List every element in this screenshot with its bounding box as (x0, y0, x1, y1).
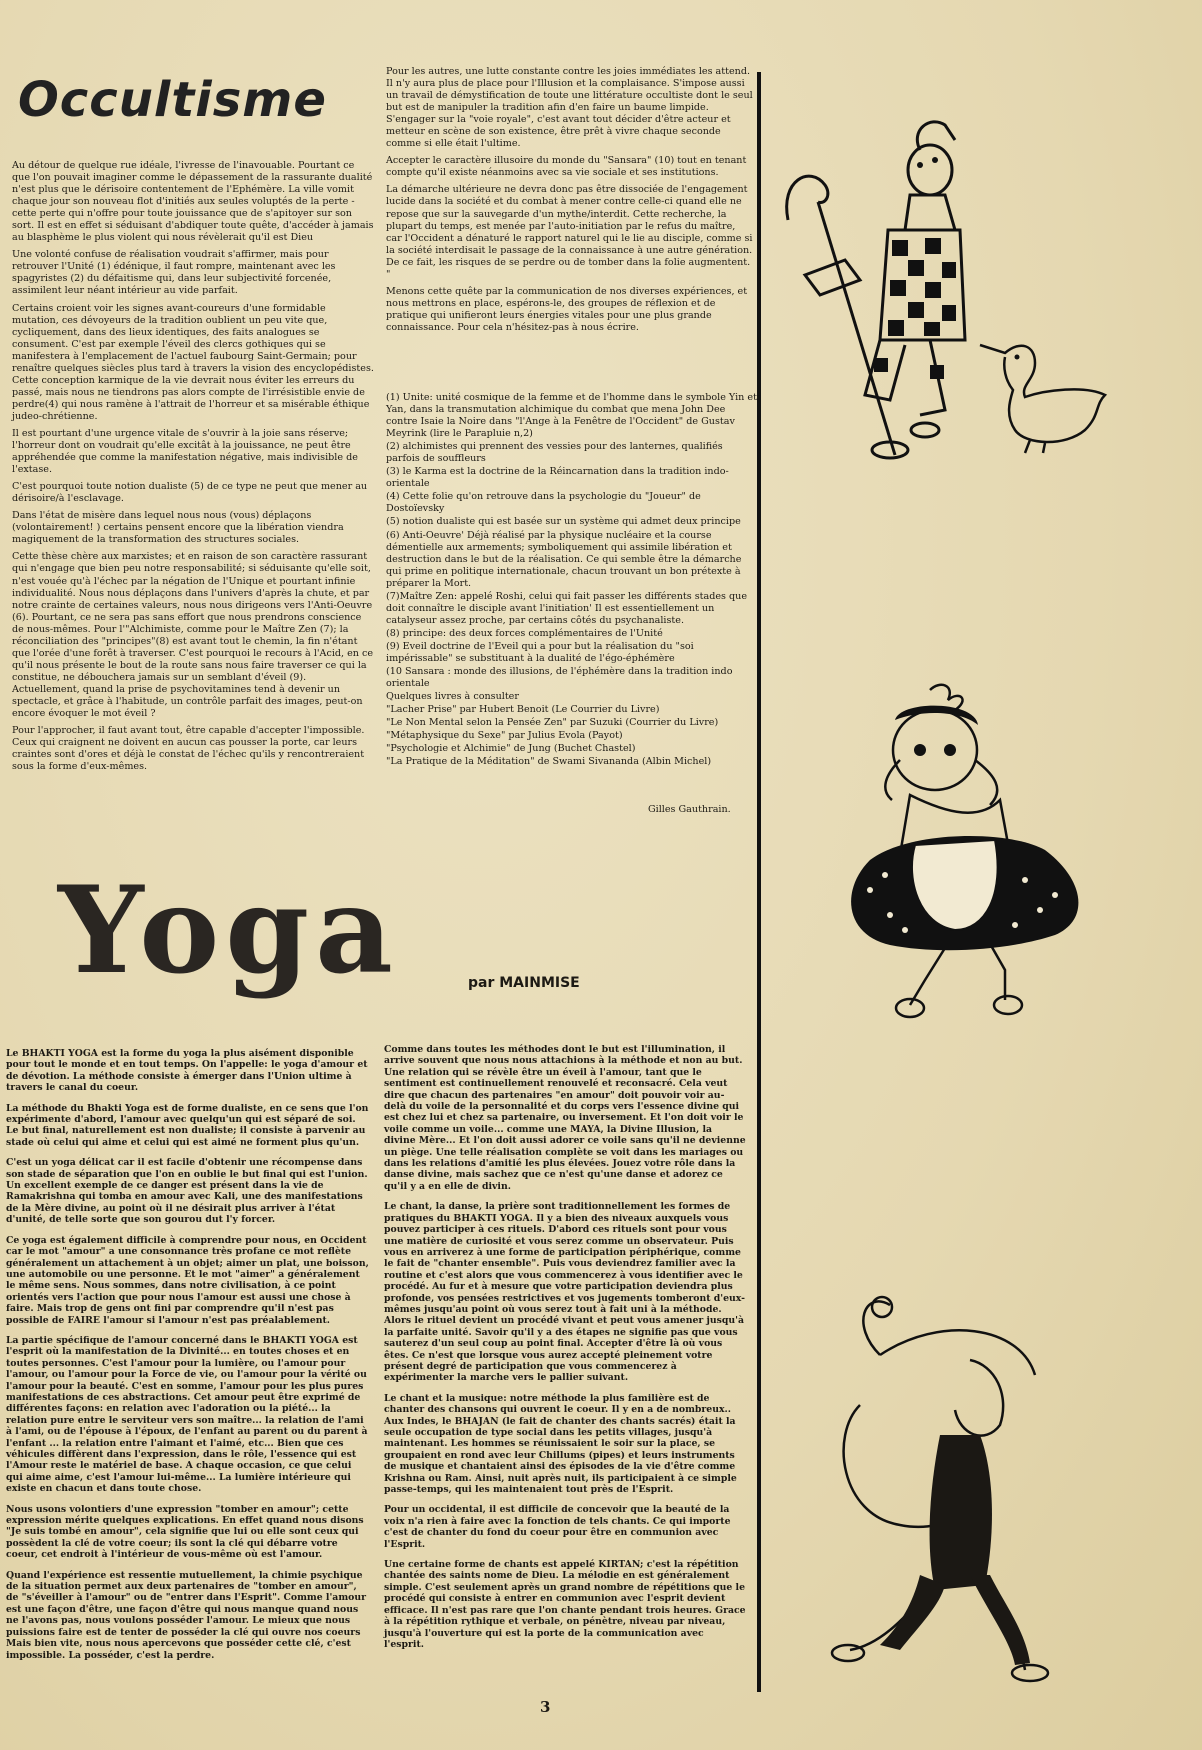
paragraph: Le chant, la danse, la prière sont traditionnellement les formes de pratiques du BHAKTI YOGA. Il y a bien des niveaux auxquels vous pouvez participer à ces rituels. D'abord ces rituels sont pour vous une matière de curiosité et vous serez comme un observateur. Puis vous en arriverez à une forme de participation périphérique, comme le fait de "chanter ensemble". Puis vous deviendrez familier avec la routine et c'est alors que vous commencerez à vous identifier avec le procédé. Au fur et à mesure que votre participation deviendra plus profonde, vos pensées restrictives et vos jugements tomberont d'eux-mêmes jusqu'au point où vous serez tout à fait uni à la méthode. Alors le rituel devient un procédé vivant et peut vous amener jusqu'à la parfaite unité. Savoir qu'il y a des étapes ne signifie pas que vous sauterez d'un seul coup au point final. Accepter d'être là où vous êtes. Ce n'est que lorsque vous aurez accepté pleinement votre présent degré de participation que vous commencerez à expérimenter la marche vers le pallier suivant. (384, 1201, 746, 1384)
reading-list-item: "Psychologie et Alchimie" de Jung (Buchet Chastel) (386, 743, 636, 755)
paragraph: Dans l'état de misère dans lequel nous nous (vous) déplaçons (volontairement! ) certains pensent encore que la libération viendra magiquement de la transformation des structures sociales. (12, 510, 344, 546)
paragraph: Il est pourtant d'une urgence vitale de s'ouvrir à la joie sans réserve; l'horreur dont on voudrait qu'elle excitât à la jouissance, ne peut être appréhendée que comme la manifestation négative, mais indivisible de l'extase. (12, 427, 358, 476)
paragraph: Une certaine forme de chants est appelé KIRTAN; c'est la répétition chantée des saints nome de Dieu. La mélodie en est généralement simple. C'est seulement après un grand nombre de répétitions que le procédé qui consiste à entrer en communion avec l'esprit devient efficace. Il n'est pas rare que l'on chante pendant trois heures. Grace à la répétition rythique et verbale, on pénètre, niveau par niveau, jusqu'à l'ouverture qui est la porte de la communication avec l'esprit. (384, 1559, 746, 1650)
paragraph: Pour les autres, une lutte constante contre les joies immédiates les attend. Il n'y aura plus de place pour l'Illusion et la complaisance. S'impose aussi un travail de démystification de toute une littérature occultiste dont le seul but est de manipuler la tradition afin d'en faire un baume limpide. S'engager sur la "voie royale", c'est avant tout décider d'être acteur et metteur en scène de son existence, être prêt à vivre chaque seconde comme si elle était l'ultime. (386, 66, 753, 150)
footnote: (3) le Karma est la doctrine de la Réincarnation dans la tradition indo-orientale (386, 466, 729, 490)
page-number: 3 (540, 1698, 551, 1716)
reading-list-item: "Le Non Mental selon la Pensée Zen" par Suzuki (Courrier du Livre) (386, 717, 719, 729)
paragraph: La partie spécifique de l'amour concerné dans le BHAKTI YOGA est l'esprit où la manifestation de la Divinité... en toutes choses et en toutes personnes. C'est l'amour pour la lumière, ou l'amour pour l'amour, ou l'amour pour la Force de vie, ou l'amour pour la vérité ou l'amour pour la beauté. C'est en somme, l'amour pour les plus pures manifestations de ces abstractions. Cet amour peut être exprimé de différentes façons: en relation avec l'adoration ou la piété... la relation pure entre le serviteur vers son maître... la relation de l'ami à l'ami, ou de l'épouse à l'époux, de l'enfant au parent ou du parent à l'enfant ... la relation entre l'aimant et l'aimé, etc... Bien que ces véhicules diffèrent dans l'expression, dans le rôle, l'essence qui est l'Amour reste le matériel de base. A chaque occasion, ce que celui qui aime aime, c'est l'amour lui-même... La lumière intérieure qui existe en chacun et dans toute chose. (6, 1334, 368, 1495)
occultisme-title: Occultisme (18, 72, 327, 128)
footnote: (9) Eveil doctrine de l'Eveil qui a pour but la réalisation du "soi impérissable" se substituant à la dualité de l'égo-éphémère (386, 640, 694, 664)
paragraph: Cette thèse chère aux marxistes; et en raison de son caractère rassurant qui n'engage que bien peu notre responsabilité; si séduisante qu'elle soit, n'est vouée qu'à l'échec par la négation de l'Unique et pourtant infinie individualité. Nous nous déplaçons dans l'univers d'après la chute, et par notre crainte de certaines valeurs, nous nous dirigeons vers l'Anti-Oeuvre (6). Pourtant, ce ne sera pas sans effort que nous prendrons conscience de nous-mêmes. Pour l'"Alchimiste, comme pour le Maître Zen (7); la réconciliation des "principes"(8) est avant tout le chemin, la fin n'étant que l'orée d'une forêt à traverser. C'est pourquoi le recours à l'Acid, en ce qu'il nous présente le bout de la route sans nous faire traverser ce qui la constitue, ne débouchera jamais sur un semblant d'éveil (9). Actuellement, quand la prise de psychovitamines tend à devenir un spectacle, et grâce à l'habitude, un contrôle parfait des images, peut-on encore évoquer le mot éveil ? (12, 551, 374, 720)
reading-list-item: "Métaphysique du Sexe" par Julius Evola (Payot) (386, 730, 623, 742)
paragraph: La démarche ultérieure ne devra donc pas être dissociée de l'engagement lucide dans la société et du combat à mener contre celle-ci quand elle ne repose que sur la sauvegarde d'un mythe/interdit. Cette recherche, la plupart du temps, est menée par l'auto-initiation par le refus du maître, car l'Occident a dénaturé le rapport naturel qui le lie au disciple, comme si la société interdisait le passage de la connaissance à une autre génération. De ce fait, les risques de se perdre ou de tomber dans la folie augmentent. " (386, 184, 753, 280)
duck-illustration (975, 335, 1115, 455)
footnote: (5) notion dualiste qui est basée sur un système qui admet deux principe (386, 516, 741, 528)
occultisme-right-column (386, 66, 754, 339)
girl-illustration (830, 680, 1100, 1025)
paragraph: Quand l'expérience est ressentie mutuellement, la chimie psychique de la situation permet aux deux partenaires de "tomber en amour", de "s'éveiller à l'amour" ou de "entrer dans l'Esprit". Comme l'amour est une façon d'être, une façon d'être qui nous manque quand nous ne l'avons pas, nous voulons posséder l'amour. Le mieux que nous puissions faire est de tenter de posséder la clé qui ouvre nos coeurs Mais bien vite, nous nous apercevons que posséder cette clé, c'est impossible. La posséder, c'est la perdre. (6, 1569, 367, 1661)
footnote: (10 Sansara : monde des illusions, de l'éphémère dans la tradition indo orientale (386, 666, 733, 690)
occultisme-footnotes (386, 392, 758, 769)
reading-list-heading: Quelques livres à consulter (386, 691, 519, 703)
yoga-right-column (384, 1044, 746, 1659)
clown-illustration (770, 110, 1010, 470)
paragraph: Certains croient voir les signes avant-coureurs d'une formidable mutation, ces dévoyeurs de la tradition oublient un peu vite que, cycliquement, dans des lieux identiques, des faits analogues se consument. C'est par exemple l'éveil des clercs gothiques qui se manifestera à l'emplacement de l'actuel faubourg Saint-Germain; pour renaître quelques siècles plus tard à travers la vision des encyclopédistes. Cette conception karmique de la vie devrait nous éviter les erreurs du passé, mais nous ne tiendrons pas alors compte de l'irrésistible envie de perdre(4) qui nous ramène à l'attrait de l'horreur et sa misérable éthique judeo-chrétienne. (12, 302, 374, 422)
paragraph: Au détour de quelque rue idéale, l'ivresse de l'inavouable. Pourtant ce que l'on pouvait imaginer comme le dépassement de la rassurante dualité n'est plus que le dérisoire contentement de l'Ephémère. La ville vomit chaque jour son nouveau flot d'initiés aux seules voluptés de la perte - cette perte qui n'offre pour toute jouissance que de s'apitoyer sur son sort. Il est en effet si séduisant d'abdiquer toute quête, d'accéder à jamais au blasphème le plus violent qui nous révèlerait qu'il est Dieu (12, 160, 374, 244)
author-signature: Gilles Gauthrain. (648, 804, 731, 815)
footnote: (8) principe: des deux forces complémentaires de l'Unité (386, 627, 663, 639)
yoga-byline: par MAINMISE (468, 975, 580, 991)
footnote: (2) alchimistes qui prennent des vessies pour des lanternes, qualifiés parfois de souffleurs (386, 441, 723, 465)
paragraph: Comme dans toutes les méthodes dont le but est l'illumination, il arrive souvent que nous nous attachions à la méthode et non au but. Une relation qui se révèle être un éveil à l'amour, tant que le sentiment est continuellement renouvelé et reconsacré. Cela veut dire que chacun des partenaires "en amour" doit pouvoir voir au-delà du voile de la personnalité et du corps vers l'essence divine qui est chez lui et chez sa partenaire, ou inversement. Et l'on doit voir le voile comme un voile... comme une MAYA, la Divine Illusion, la divine Mère... Et l'on doit aussi adorer ce voile sans qu'il ne devienne un piège. Une telle réalisation complète se voit dans les mariages ou dans les relations d'amitié les plus élevées. Jouez votre rôle dans la danse divine, mais sachez que ce n'est qu'une danse et adorez ce qu'il y a en elle de divin. (384, 1044, 746, 1192)
paragraph: Accepter le caractère illusoire du monde du "Sansara" (10) tout en tenant compte qu'il existe néanmoins avec sa vie sociale et ses institutions. (386, 155, 747, 179)
paragraph: Une volonté confuse de réalisation voudrait s'affirmer, mais pour retrouver l'Unité (1) édénique, il faut rompre, maintenant avec les spagyristes (2) du défaitisme qui, dans leur subjectivité forcenée, assimilent leur néant intérieur au vide parfait. (12, 249, 336, 297)
yoga-left-column (6, 1048, 370, 1670)
paragraph: Nous usons volontiers d'une expression "tomber en amour"; cette expression mérite quelques explications. En effet quand nous disons "Je suis tombé en amour", cela signifie que lui ou elle sont ceux qui possèdent la clé de votre coeur; ils sont la clé qui débarre votre coeur, cet endroit à l'intérieur de vous-même où est l'amour. (6, 1503, 364, 1561)
paragraph: C'est un yoga délicat car il est facile d'obtenir une récompense dans son stade de séparation que l'on en oublie le but final qui est l'union. Un excellent exemple de ce danger est présent dans la vie de Ramakrishna qui tomba en amour avec Kali, une des manifestations de la Mère divine, au point où il ne désirait plus arriver à l'état d'unité, de telle sorte que son gourou dut l'y forcer. (6, 1157, 368, 1226)
paragraph: Le BHAKTI YOGA est la forme du yoga la plus aisément disponible pour tout le monde et en tout temps. On l'appelle: le yoga d'amour et de dévotion. La méthode consiste à émerger dans l'Union ultime à travers le canal du coeur. (6, 1048, 368, 1094)
occultisme-left-column (12, 160, 374, 778)
yoga-title: Yoga (58, 860, 399, 1001)
footnote: (6) Anti-Oeuvre' Déjà réalisé par la physique nucléaire et la course démentielle aux armements; symboliquement qui assimile libération et destruction dans le but de la réalisation. Ce qui semble être la démarche qui prime en politique internationale, chacun trouvant un bon prétexte à préparer la Mort. (386, 529, 742, 589)
reading-list-item: "Lacher Prise" par Hubert Benoit (Le Courrier du Livre) (386, 704, 660, 716)
paragraph: Le chant et la musique: notre méthode la plus familière est de chanter des chansons qui ouvrent le coeur. Il y en a de nombreux.. Aux Indes, le BHAJAN (le fait de chanter des chants sacrés) était la seule occupation de type social dans les petits villages, jusqu'à maintenant. Les hommes se réunissaient le soir sur la place, se groupaient en rond avec leur Chillums (pipes) et leurs instruments de musique et chantaient ainsi des épisodes de la vie d'être comme Krishna ou Ram. Ainsi, nuit après nuit, ils participaient à ce simple passe-temps, qui les maintenaient tout près de l'Esprit. (384, 1392, 737, 1496)
paragraph: Menons cette quête par la communication de nos diverses expériences, et nous mettrons en place, espérons-le, des groupes de réflexion et de pratique qui unifieront leurs énergies vitales pour une plus grande connaissance. Pour cela n'hésitez-pas à nous écrire. (386, 285, 748, 333)
footnote: (7)Maître Zen: appelé Roshi, celui qui fait passer les différents stades que doit connaître le disciple avant l'initiation' Il est essentiellement un catalyseur assez proche, par certains côtés du psychanaliste. (386, 590, 748, 626)
paragraph: Pour un occidental, il est difficile de concevoir que la beauté de la voix n'a rien à faire avec la fonction de tels chants. Ce qui importe c'est de chanter du fond du coeur pour être en communion avec l'Esprit. (384, 1504, 731, 1550)
vertical-divider (757, 72, 761, 1692)
paragraph: Ce yoga est également difficile à comprendre pour nous, en Occident car le mot "amour" a une consonnance très profane ce mot reflète généralement un attachement à un objet; aimer un plat, une boisson, une automobile ou une personne. Et le mot "aimer" a généralement le même sens. Nous sommes, dans notre civilisation, à ce point orientés vers l'action que pour nous l'amour est aussi une chose à faire. Mais trop de gens ont fini par comprendre qu'il n'est pas possible de FAIRE l'amour si l'amour n'est pas préalablement. (6, 1234, 369, 1326)
paragraph: C'est pourquoi toute notion dualiste (5) de ce type ne peut que mener au dérisoire/à l'esclavage. (12, 481, 368, 505)
footnote: (4) Cette folie qu'on retrouve dans la psychologie du "Joueur" de Dostoïevsky (386, 491, 701, 515)
paragraph: Pour l'approcher, il faut avant tout, être capable d'accepter l'impossible. Ceux qui craignent ne doivent en aucun cas pousser la porte, car leurs craintes sont d'ores et déjà le constat de l'échec qu'ils y rencontreraient sous la forme d'eux-mêmes. (12, 725, 365, 773)
reading-list-item: "La Pratique de la Méditation" de Swami Sivananda (Albin Michel) (386, 756, 712, 768)
footnote: (1) Unite: unité cosmique de la femme et de l'homme dans le symbole Yin et Yan, dans la transmutation alchimique du combat que mena John Dee contre Isaie la Noire dans "l'Ange à la Fenêtre de l'Occident" de Gustav Meyrink (lire le Parapluie n,2) (386, 392, 757, 440)
elf-illustration (820, 1285, 1100, 1685)
paragraph: La méthode du Bhakti Yoga est de forme dualiste, en ce sens que l'on expérimente d'abord, l'amour avec quelqu'un qui est séparé de soi. Le but final, naturellement est non dualiste; il consiste à parvenir au stade où celui qui aime et celui qui est aimé ne forment plus qu'un. (6, 1102, 369, 1148)
